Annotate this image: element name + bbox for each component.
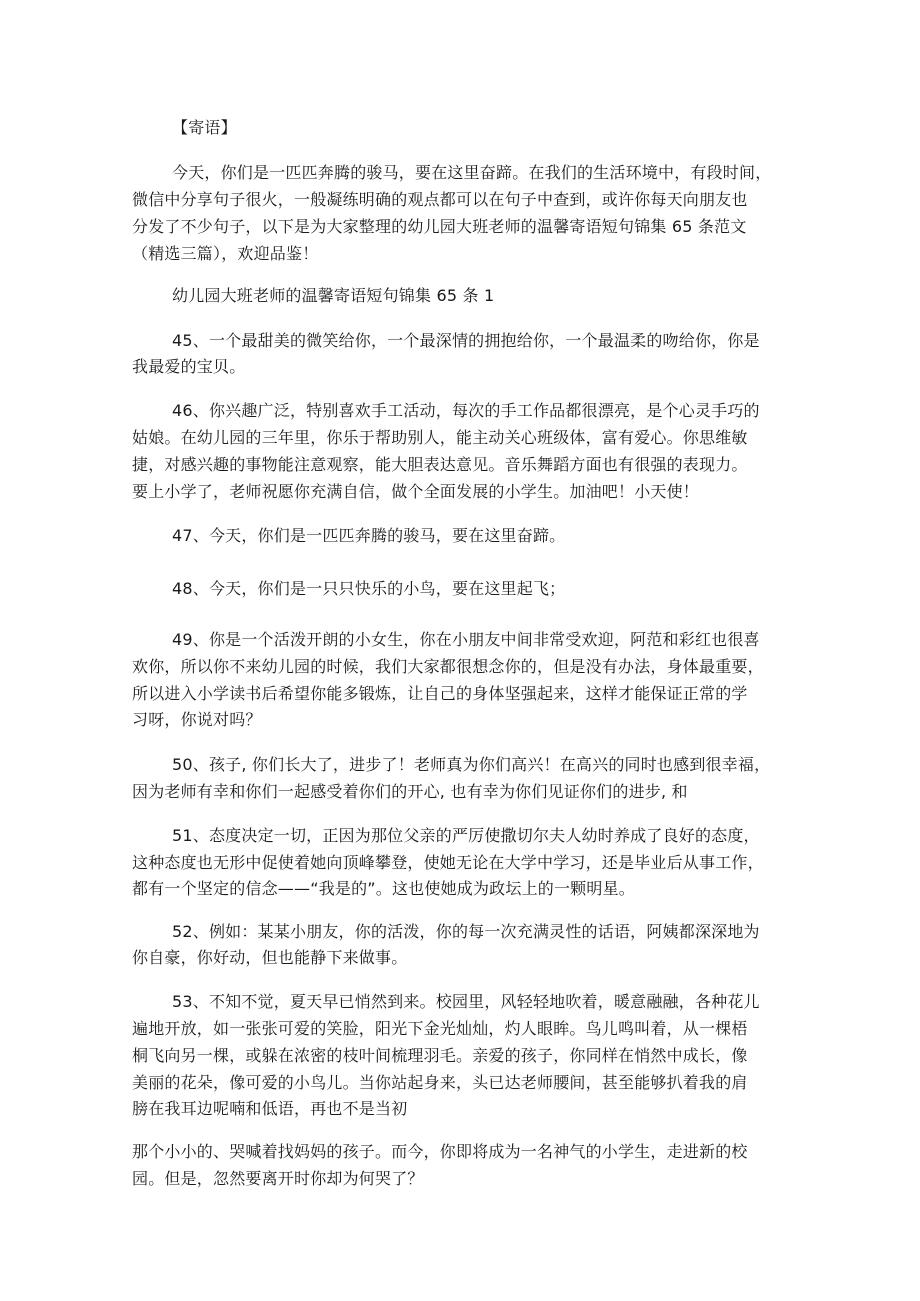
item-line: 48、今天，你们是一只只快乐的小鸟，要在这里起飞； xyxy=(172,579,566,598)
item-line: 遍地开放，如一张张可爱的笑脸，阳光下金光灿灿，灼人眼眸。鸟儿鸣叫着，从一棵梧 xyxy=(132,1019,748,1038)
item-line: 47、今天，你们是一匹匹奔腾的骏马，要在这里奋蹄。 xyxy=(172,526,566,545)
item-line: 你自豪，你好动，但也能静下来做事。 xyxy=(132,948,408,967)
document-heading: 【寄语】 xyxy=(172,118,237,137)
item-line: 所以进入小学读书后希望你能多锻炼，让自己的身体坚强起来，这样才能保证正常的学 xyxy=(132,684,748,703)
item-line: 我最爱的宝贝。 xyxy=(132,357,246,376)
item-line: 52、例如：某某小朋友，你的活泼，你的每一次充满灵性的话语，阿姨都深深地为 xyxy=(172,922,760,941)
intro-line: 今天，你们是一匹匹奔腾的骏马，要在这里奋蹄。在我们的生活环境中，有段时间， xyxy=(172,163,772,182)
item-line: 要上小学了，老师祝愿你充满自信，做个全面发展的小学生。加油吧！小天使！ xyxy=(132,482,700,501)
item-line: 53、不知不觉，夏天早已悄然到来。校园里，风轻轻地吹着，暖意融融，各种花儿 xyxy=(172,992,760,1011)
section-title: 幼儿园大班老师的温馨寄语短句锦集 65 条 1 xyxy=(172,286,495,305)
continuation-line: 那个小小的、哭喊着找妈妈的孩子。而今，你即将成为一名神气的小学生，走进新的校 xyxy=(132,1142,748,1161)
item-line: 都有一个坚定的信念——“我是的”。这也使她成为政坛上的一颗明星。 xyxy=(132,879,635,898)
item-line: 49、你是一个活泼开朗的小女生，你在小朋友中间非常受欢迎，阿范和彩红也很喜 xyxy=(172,630,760,649)
item-line: 45、一个最甜美的微笑给你，一个最深情的拥抱给你，一个最温柔的吻给你，你是 xyxy=(172,331,760,350)
intro-line: 分发了不少句子，以下是为大家整理的幼儿园大班老师的温馨寄语短句锦集 65 条范文 xyxy=(132,217,747,236)
item-line: 这种态度也无形中促使着她向顶峰攀登，使她无论在大学中学习，还是毕业后从事工作， xyxy=(132,853,764,872)
intro-line: （精选三篇），欢迎品鉴！ xyxy=(132,244,319,263)
continuation-line: 园。但是，忽然要离开时你却为何哭了？ xyxy=(132,1169,424,1188)
item-line: 美丽的花朵，像可爱的小鸟儿。当你站起身来，头已达老师腰间，甚至能够扒着我的肩 xyxy=(132,1073,748,1092)
item-line: 姑娘。在幼儿园的三年里，你乐于帮助别人，能主动关心班级体，富有爱心。你思维敏 xyxy=(132,428,748,447)
item-line: 捷，对感兴趣的事物能注意观察，能大胆表达意见。音乐舞蹈方面也有很强的表现力。 xyxy=(132,455,748,474)
item-line: 桐飞向另一棵，或躲在浓密的枝叶间梳理羽毛。亲爱的孩子，你同样在悄然中成长，像 xyxy=(132,1046,748,1065)
item-line: 膀在我耳边呢喃和低语，再也不是当初 xyxy=(132,1099,408,1118)
item-line: 欢你，所以你不来幼儿园的时候，我们大家都很想念你的，但是没有办法，身体最重要， xyxy=(132,657,764,676)
item-line: 因为老师有幸和你们一起感受着你们的开心, 也有幸为你们见证你们的进步, 和 xyxy=(132,782,688,801)
item-line: 51、态度决定一切，正因为那位父亲的严厉使撒切尔夫人幼时养成了良好的态度， xyxy=(172,826,760,845)
item-line: 50、孩子, 你们长大了，进步了！老师真为你们高兴！在高兴的同时也感到很幸福， xyxy=(172,755,771,774)
intro-line: 微信中分享句子很火，一般凝练明确的观点都可以在句子中查到，或许你每天向朋友也 xyxy=(132,190,748,209)
item-line: 46、你兴趣广泛，特别喜欢手工活动，每次的手工作品都很漂亮，是个心灵手巧的 xyxy=(172,401,760,420)
item-line: 习呀，你说对吗？ xyxy=(132,710,262,729)
